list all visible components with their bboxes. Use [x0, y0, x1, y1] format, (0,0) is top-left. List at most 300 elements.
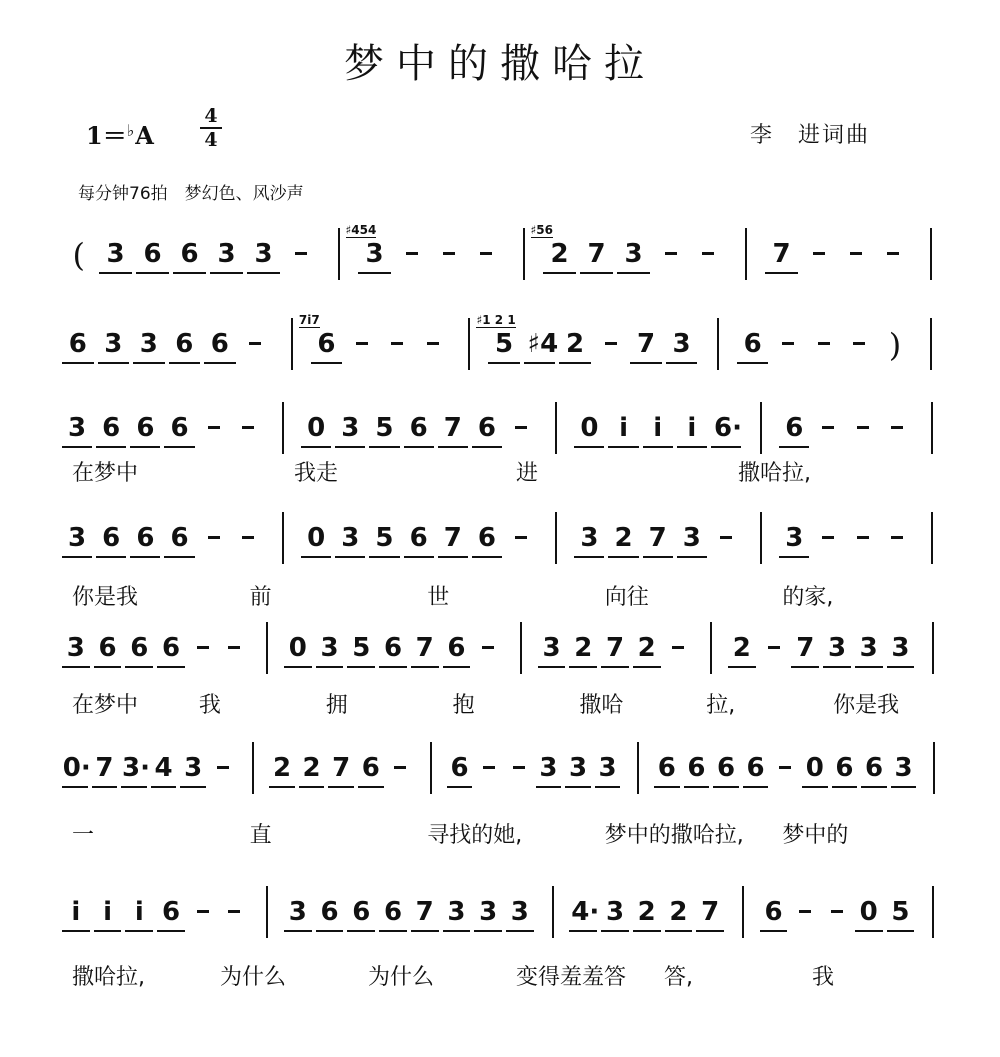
note: 6: [409, 413, 428, 443]
lyric-text: 寻找的她,: [427, 823, 523, 848]
lyric-line-5: [60, 688, 950, 718]
score-line-7: [60, 886, 950, 942]
dash: [605, 342, 617, 345]
beam-underline: [92, 786, 118, 788]
score-line-6: [60, 742, 950, 798]
beam-underline: [666, 362, 698, 364]
note: 6: [477, 523, 496, 553]
grace-note: 7i7: [298, 313, 320, 327]
note: 6: [383, 633, 403, 663]
note: 3: [605, 897, 625, 927]
dash: [768, 646, 780, 649]
beam-underline: [96, 556, 126, 558]
lyric-text: 撒哈拉,: [738, 461, 811, 486]
note: 6: [716, 753, 736, 783]
note: 3: [217, 239, 236, 269]
dash: [443, 252, 455, 255]
note: 6: [143, 239, 162, 269]
barline: [552, 886, 554, 938]
note: 3: [447, 897, 466, 927]
meter-bottom: 4: [204, 129, 218, 151]
note: i: [71, 897, 81, 927]
beam-underline: [316, 930, 344, 932]
lyric-text: 撒哈拉,: [72, 965, 145, 990]
beam-underline: [335, 446, 365, 448]
beam-underline: [347, 930, 375, 932]
beam-underline: [151, 786, 177, 788]
note: 3: [106, 239, 125, 269]
beam-underline: [210, 272, 243, 274]
key-note: A: [135, 121, 154, 150]
beam-underline: [779, 556, 809, 558]
barline: [266, 622, 268, 674]
dash: [483, 766, 495, 769]
note: 6: [68, 329, 87, 359]
note: 6·: [714, 413, 742, 443]
beam-underline: [665, 930, 693, 932]
lyric-line-7: [60, 960, 950, 990]
note: 3: [598, 753, 617, 783]
beam-underline: [823, 666, 851, 668]
dash: [850, 252, 862, 255]
dash: [228, 910, 240, 913]
dash: [197, 646, 209, 649]
beam-underline: [887, 930, 915, 932]
barline: [745, 228, 747, 280]
beam-underline: [328, 786, 354, 788]
note: i: [134, 897, 144, 927]
note: 3: [827, 633, 847, 663]
beam-underline: [569, 666, 597, 668]
note: 2: [669, 897, 688, 927]
lyric-text: 变得羞羞答: [516, 965, 627, 990]
beam-underline: [791, 666, 819, 668]
dash: [406, 252, 418, 255]
note: i: [103, 897, 113, 927]
note: 3·: [122, 753, 150, 783]
note: 4·: [571, 897, 600, 927]
beam-underline: [358, 786, 384, 788]
lyric-text: 直: [249, 823, 272, 848]
beam-underline: [855, 666, 883, 668]
beam-underline: [802, 786, 828, 788]
beam-underline: [617, 272, 650, 274]
note: 3: [254, 239, 273, 269]
beam-underline: [891, 786, 917, 788]
note: 6: [657, 753, 676, 783]
dash: [822, 426, 834, 429]
beam-underline: [130, 556, 160, 558]
dash: [515, 536, 527, 539]
note: 6: [161, 897, 181, 927]
note: 2: [637, 897, 656, 927]
note: ♯4: [527, 329, 559, 359]
barline: [430, 742, 432, 794]
lyric-line-3: [60, 456, 950, 486]
beam-underline: [299, 786, 325, 788]
barline: [932, 886, 934, 938]
dash: [702, 252, 714, 255]
note: 0: [859, 897, 878, 927]
note: 6: [764, 897, 783, 927]
note: 7: [772, 239, 791, 269]
score-line-4: [60, 512, 950, 568]
beam-underline: [779, 446, 809, 448]
dash: [295, 252, 307, 255]
beam-underline: [743, 786, 769, 788]
beam-underline: [765, 272, 798, 274]
lyric-line-6: [60, 818, 950, 848]
note: 6: [170, 413, 189, 443]
lyric-text: 在梦中: [72, 461, 139, 486]
note: 7: [95, 753, 114, 783]
lyric-text: 为什么: [220, 965, 287, 990]
beam-underline: [737, 362, 769, 364]
note: 0: [288, 633, 307, 663]
beam-underline: [125, 930, 153, 932]
beam-underline: [269, 786, 295, 788]
note: 3: [682, 523, 701, 553]
beam-underline: [125, 666, 153, 668]
beam-underline: [96, 446, 126, 448]
note: 2: [550, 239, 569, 269]
barline: [523, 228, 525, 280]
note: 3: [891, 633, 910, 663]
note: 3: [542, 633, 561, 663]
beam-underline: [62, 556, 92, 558]
note: 6: [180, 239, 199, 269]
beam-underline: [173, 272, 206, 274]
note: 5: [891, 897, 910, 927]
note: 6: [175, 329, 194, 359]
note: 3: [672, 329, 691, 359]
barline: [760, 512, 762, 564]
note: 6: [136, 413, 155, 443]
beam-underline: [284, 930, 312, 932]
lyric-text: 我: [812, 965, 835, 990]
note: 3: [365, 239, 384, 269]
note: 3: [568, 753, 588, 783]
beam-underline: [677, 556, 707, 558]
beam-underline: [760, 930, 788, 932]
beam-underline: [411, 930, 439, 932]
barline: [637, 742, 639, 794]
beam-underline: [121, 786, 147, 788]
barline: [282, 402, 284, 454]
dash: [720, 536, 732, 539]
beam-underline: [524, 362, 556, 364]
note: 2: [637, 633, 656, 663]
dash: [515, 426, 527, 429]
dash: [813, 252, 825, 255]
note: 0: [307, 523, 326, 553]
note: 3: [104, 329, 123, 359]
barline: [282, 512, 284, 564]
note: 3: [539, 753, 558, 783]
lyric-text: 抱: [452, 693, 475, 718]
beam-underline: [335, 556, 365, 558]
note: 7: [587, 239, 606, 269]
beam-underline: [284, 666, 312, 668]
note: 7: [648, 523, 667, 553]
note: 5: [375, 413, 394, 443]
barline: [555, 512, 557, 564]
score-line-3: [60, 402, 950, 458]
note: 0: [805, 753, 824, 783]
note: 6: [317, 329, 336, 359]
barline: [338, 228, 340, 280]
beam-underline: [595, 786, 621, 788]
beam-underline: [887, 666, 915, 668]
dash: [822, 536, 834, 539]
note: 0: [580, 413, 599, 443]
beam-underline: [379, 930, 407, 932]
dash: [356, 342, 368, 345]
note: 3: [624, 239, 643, 269]
lyric-text: 拥: [325, 693, 348, 718]
note: 6: [409, 523, 428, 553]
key-label: 1＝: [86, 121, 127, 150]
note: 3: [479, 897, 498, 927]
beam-underline: [358, 272, 391, 274]
beam-underline: [608, 446, 638, 448]
beam-underline: [696, 930, 724, 932]
note: 6: [835, 753, 854, 783]
dash: [891, 426, 903, 429]
dash: [799, 910, 811, 913]
beam-underline: [855, 930, 883, 932]
beam-underline: [654, 786, 680, 788]
barline: [520, 622, 522, 674]
note: 2: [614, 523, 633, 553]
beam-underline: [472, 446, 502, 448]
repeat-paren: (: [72, 236, 85, 274]
note: 6: [136, 523, 155, 553]
lyric-text: 世: [427, 585, 450, 610]
beam-underline: [247, 272, 280, 274]
beam-underline: [301, 446, 331, 448]
beam-underline: [301, 556, 331, 558]
beam-underline: [601, 930, 629, 932]
lyric-text: 答,: [664, 965, 693, 990]
key-signature: [86, 116, 154, 151]
tempo-marking: 每分钟76拍 梦幻色、风沙声: [78, 184, 304, 204]
grace-note: ♯1 2 1: [476, 313, 516, 327]
lyric-text: 梦中的: [782, 823, 849, 848]
lyric-text: 前: [249, 585, 272, 610]
beam-underline: [574, 446, 604, 448]
score-line-5: [60, 622, 950, 678]
beam-underline: [94, 666, 122, 668]
beam-underline: [438, 446, 468, 448]
barline: [717, 318, 719, 370]
beam-underline: [136, 272, 169, 274]
dash: [782, 342, 794, 345]
note: 6: [210, 329, 229, 359]
score-line-1: [60, 223, 950, 284]
beam-underline: [488, 362, 520, 364]
lyric-text: 撒哈: [579, 693, 624, 718]
note: 7: [443, 413, 462, 443]
dash: [853, 342, 865, 345]
barline: [931, 402, 933, 454]
note: 3: [510, 897, 529, 927]
beam-underline: [677, 446, 707, 448]
note: 3: [68, 413, 87, 443]
barline: [710, 622, 712, 674]
dash: [208, 426, 220, 429]
note: 7: [415, 633, 434, 663]
note: i: [653, 413, 663, 443]
lyric-text: 梦中的撒哈拉,: [604, 823, 744, 848]
dash: [857, 536, 869, 539]
dash: [242, 426, 254, 429]
dash: [779, 766, 791, 769]
lyric-text: 我: [198, 693, 221, 718]
beam-underline: [164, 556, 194, 558]
dash: [480, 252, 492, 255]
note: i: [687, 413, 697, 443]
lyric-line-4: [60, 580, 950, 610]
beam-underline: [713, 786, 739, 788]
dash: [513, 766, 525, 769]
repeat-paren: ): [888, 326, 902, 364]
dash: [197, 910, 209, 913]
note: 3: [288, 897, 307, 927]
note: 4: [154, 753, 173, 783]
note: 3: [184, 753, 203, 783]
note: 6: [450, 753, 469, 783]
beam-underline: [633, 930, 661, 932]
lyric-text: 一: [72, 823, 95, 848]
note: 2: [732, 633, 751, 663]
beam-underline: [369, 446, 399, 448]
beam-underline: [347, 666, 375, 668]
beam-underline: [316, 666, 344, 668]
dash: [208, 536, 220, 539]
beam-underline: [369, 556, 399, 558]
beam-underline: [157, 930, 185, 932]
beam-underline: [728, 666, 756, 668]
beam-underline: [379, 666, 407, 668]
barline: [252, 742, 254, 794]
beam-underline: [443, 930, 471, 932]
time-signature: [200, 106, 222, 150]
note: 5: [375, 523, 394, 553]
beam-underline: [543, 272, 576, 274]
beam-underline: [62, 786, 88, 788]
note: 6: [864, 753, 884, 783]
beam-underline: [580, 272, 613, 274]
dash: [217, 766, 229, 769]
beam-underline: [157, 666, 185, 668]
meter-top: 4: [204, 105, 218, 127]
dash: [831, 910, 843, 913]
dash: [887, 252, 899, 255]
note: 2: [302, 753, 321, 783]
dash: [394, 766, 406, 769]
beam-underline: [472, 556, 502, 558]
lyric-text: 你是我: [833, 693, 900, 718]
note: 6: [785, 413, 804, 443]
beam-underline: [133, 362, 165, 364]
dash: [857, 426, 869, 429]
note: 6: [352, 897, 371, 927]
dash: [672, 646, 684, 649]
song-title: 梦中的撒哈拉: [344, 41, 656, 87]
beam-underline: [99, 272, 132, 274]
beam-underline: [404, 556, 434, 558]
beam-underline: [861, 786, 887, 788]
note: 3: [580, 523, 599, 553]
lyric-text: 进: [516, 461, 539, 486]
note: 3: [68, 523, 87, 553]
beam-underline: [447, 786, 473, 788]
beam-underline: [180, 786, 206, 788]
beam-underline: [684, 786, 710, 788]
note: 2: [574, 633, 593, 663]
beam-underline: [711, 446, 741, 448]
note: 7: [332, 753, 351, 783]
beam-underline: [643, 556, 673, 558]
note: 3: [341, 523, 360, 553]
beam-underline: [98, 362, 130, 364]
note: 6: [161, 633, 181, 663]
note: 3: [66, 633, 85, 663]
note: 6: [447, 633, 466, 663]
beam-underline: [474, 930, 502, 932]
beam-underline: [536, 786, 562, 788]
beam-underline: [506, 930, 534, 932]
barline: [930, 228, 932, 280]
dash: [228, 646, 240, 649]
beam-underline: [62, 362, 94, 364]
dash: [482, 646, 494, 649]
beam-underline: [574, 556, 604, 558]
barline: [760, 402, 762, 454]
barline: [933, 742, 935, 794]
note: 6: [743, 329, 762, 359]
beam-underline: [164, 446, 194, 448]
lyric-text: 为什么: [368, 965, 435, 990]
note: 6: [477, 413, 496, 443]
beam-underline: [438, 556, 468, 558]
note: 7: [637, 329, 656, 359]
barline: [932, 622, 934, 674]
note: 7: [443, 523, 462, 553]
dash: [249, 342, 261, 345]
barline: [931, 512, 933, 564]
note: 7: [415, 897, 434, 927]
note: 2: [565, 329, 585, 359]
note: 3: [785, 523, 804, 553]
barline: [930, 318, 932, 370]
grace-note: ♯454: [345, 223, 377, 237]
note: 6: [102, 523, 121, 553]
barline: [468, 318, 470, 370]
barline: [266, 886, 268, 938]
beam-underline: [633, 666, 661, 668]
lyric-text: 的家,: [782, 585, 834, 610]
beam-underline: [169, 362, 201, 364]
lyric-text: 我走: [294, 461, 339, 486]
note: 0: [307, 413, 326, 443]
note: 7: [701, 897, 720, 927]
beam-underline: [538, 666, 566, 668]
beam-underline: [832, 786, 858, 788]
beam-underline: [443, 666, 471, 668]
barline: [291, 318, 293, 370]
